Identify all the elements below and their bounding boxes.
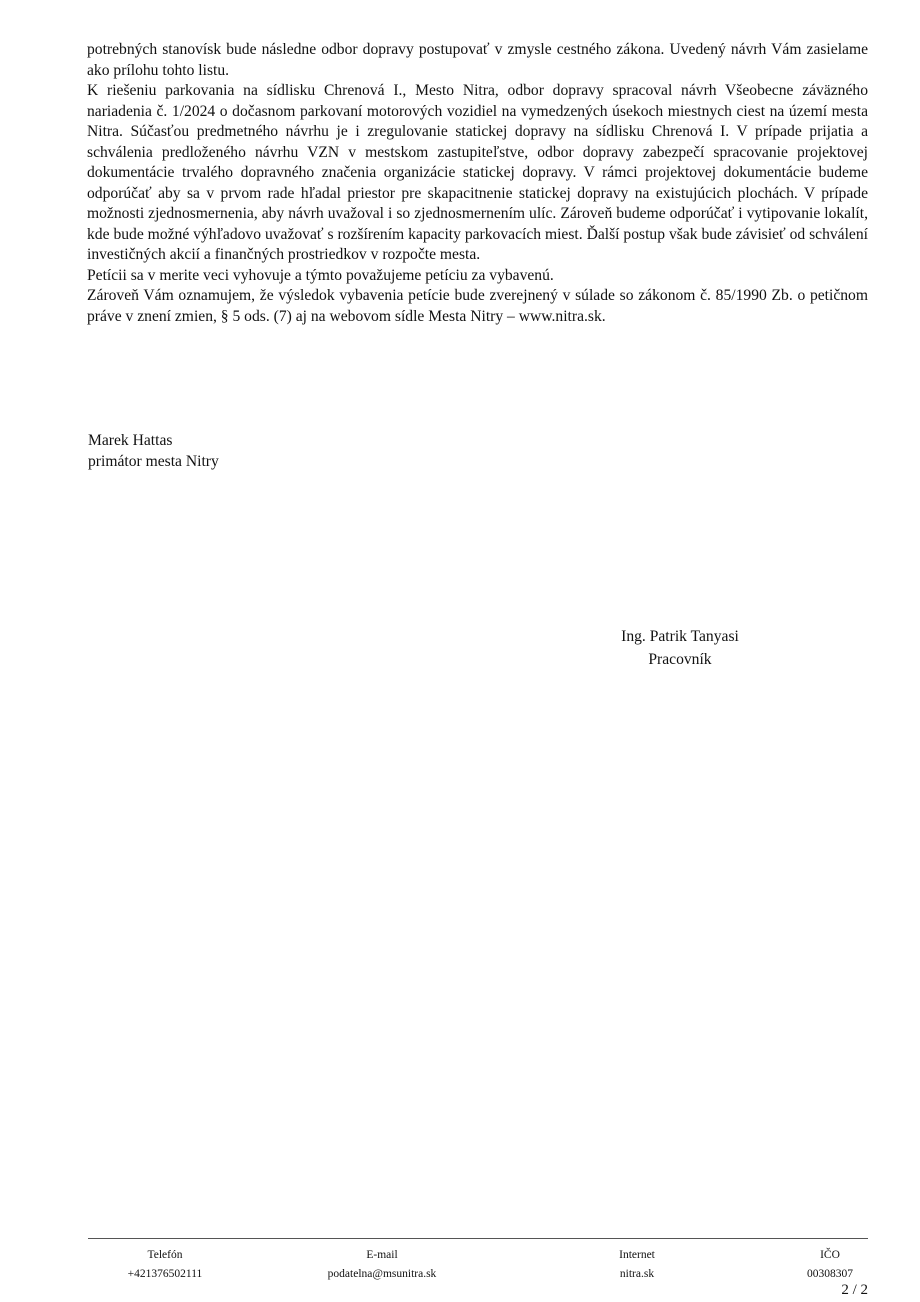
signatory-title: primátor mesta Nitry [88, 452, 219, 470]
footer-ico [730, 1246, 920, 1284]
body-paragraph: K riešeniu parkovania na sídlisku Chrenová I., Mesto Nitra, odbor dopravy spracoval návrh Všeobecne záväzného nariadenia č. 1/2024 o dočasnom parkovaní motorových vozidiel na vymedzených úsekoch miestnych ciest na území mesta Nitra. Súčasťou predmetného návrhu je i zregulovanie statickej dopravy na sídlisku Chrenová I. V prípade prijatia a schválenia predloženého návrhu VZN v mestskom zastupiteľstve, odbor dopravy zabezpečí spracovanie projektovej dokumentácie trvalého dopravného značenia organizácie statickej dopravy. V rámci projektovej dokumentácie budeme odporúčať aby sa v prvom rade hľadal priestor pre skapacitnenie statickej dopravy na existujúcich plochách. V prípade možnosti zjednosmernenia, aby návrh uvažoval i so zjednosmernením ulíc. Zároveň budeme odporúčať i vytipovanie lokalít, kde bude možné výhľadovo uvažovať s rozšírením kapacity parkovacích miest. Ďalší postup však bude závisieť od schválení investičných akcií a finančných prostriedkov v rozpočte mesta. [87, 82, 868, 263]
signatory-name: Marek Hattas [88, 432, 173, 449]
body-paragraph: Zároveň Vám oznamujem, že výsledok vybavenia petície bude zverejnený v súlade so zákonom č. 85/1990 Zb. o petičnom práve v znení zmien, § 5 ods. (7) aj na webovom sídle Mesta Nitry – www.nitra.sk. [87, 287, 868, 325]
footer-ico-value: 00308307 [807, 1268, 853, 1280]
handler-name: Ing. Patrik Tanyasi [621, 628, 739, 645]
body-paragraph: Petícii sa v merite veci vyhovuje a týmto považujeme petíciu za vybavenú. [87, 266, 554, 284]
footer-phone [65, 1246, 265, 1284]
footer-internet-label: Internet [619, 1249, 655, 1261]
page-number: 2 / 2 [841, 1282, 868, 1298]
signature-block [88, 431, 219, 472]
footer-ico-label: IČO [820, 1249, 840, 1261]
footer-divider [88, 1238, 868, 1239]
footer-email [282, 1246, 482, 1284]
footer-email-label: E-mail [366, 1249, 398, 1261]
handler-block [580, 625, 780, 671]
footer-phone-label: Telefón [147, 1249, 183, 1261]
handler-role: Pracovník [648, 651, 712, 668]
letter-body [87, 40, 868, 327]
footer-internet-value: nitra.sk [619, 1268, 655, 1280]
footer-email-value: podatelna@msunitra.sk [327, 1268, 437, 1280]
footer-phone-value: +421376502111 [127, 1268, 203, 1280]
body-paragraph: potrebných stanovísk bude následne odbor dopravy postupovať v zmysle cestného zákona. Uvedený návrh Vám zasielame ako prílohu tohto listu. [87, 41, 868, 79]
footer-internet [537, 1246, 737, 1284]
